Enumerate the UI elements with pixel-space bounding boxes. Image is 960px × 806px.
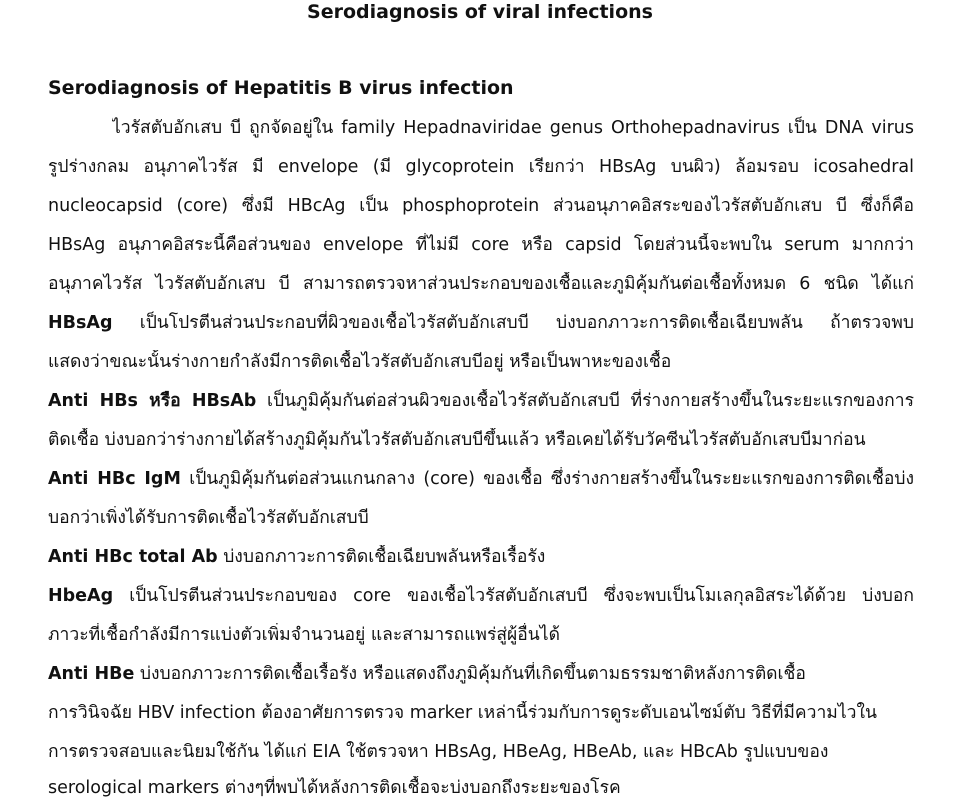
term-label: Anti HBc total Ab [48,547,218,567]
line-text: ภาวะที่เชื้อกำลังมีการแบ่งตัวเพิ่มจำนวนอยู่ และสามารถแพร่สู่ผู้อื่นได้ [48,625,560,645]
definition-line [48,584,914,608]
paragraph-line [48,740,914,764]
definition-line [48,545,914,569]
line-text: ไวรัสตับอักเสบ บี ถูกจัดอยู่ใน family Hepadnaviridae genus Orthohepadnavirus เป็น DNA virus [112,118,914,138]
term-label: Anti HBc IgM [48,469,181,489]
line-text: การตรวจสอบและนิยมใช้กัน ได้แก่ EIA ใช้ตรวจหา HBsAg, HBeAg, HBeAb, และ HBcAb รูปแบบของ [48,742,829,762]
line-text: nucleocapsid (core) ซึ่งมี HBcAg เป็น phosphoprotein ส่วนอนุภาคอิสระของไวรัสตับอักเสบ บี ซึ่งก็คือ [48,196,914,216]
definition-line [48,389,914,413]
paragraph-line [48,194,914,218]
document-title: Serodiagnosis of viral infections [307,1,653,23]
line-text: แสดงว่าขณะนั้นร่างกายกำลังมีการติดเชื้อไวรัสตับอักเสบบีอยู่ หรือเป็นพาหะของเชื้อ [48,352,672,372]
definition-line [48,662,914,686]
line-text: เป็นโปรตีนส่วนประกอบของ core ของเชื้อไวรัสตับอักเสบบี ซึ่งจะพบเป็นโมเลกุลอิสระได้ด้วย บ่งบอก [113,586,914,606]
line-text: เป็นภูมิคุ้มกันต่อส่วนผิวของเชื้อไวรัสตับอักเสบบี ที่ร่างกายสร้างขึ้นในระยะแรกของการ [256,391,914,411]
paragraph-line [48,272,914,296]
term-label: HBsAg [48,313,113,333]
paragraph-line [112,116,914,140]
line-text: HBsAg อนุภาคอิสระนี้คือส่วนของ envelope ที่ไม่มี core หรือ capsid โดยส่วนนี้จะพบใน serum มากกว่า [48,235,914,255]
paragraph-line [48,155,914,179]
paragraph-line [48,506,914,530]
paragraph-line [48,623,914,647]
paragraph-line [48,350,914,374]
line-text: เป็นโปรตีนส่วนประกอบที่ผิวของเชื้อไวรัสตับอักเสบบี บ่งบอกภาวะการติดเชื้อเฉียบพลัน ถ้าตรวจพบ [112,313,914,333]
line-text: บอกว่าเพิ่งได้รับการติดเชื้อไวรัสตับอักเสบบี [48,508,369,528]
section-title: Serodiagnosis of Hepatitis B virus infection [48,77,514,99]
definition-line [48,311,914,335]
line-text: รูปร่างกลม อนุภาคไวรัส มี envelope (มี glycoprotein เรียกว่า HBsAg บนผิว) ล้อมรอบ icosahedral [48,157,914,177]
term-label: Anti HBs หรือ HBsAb [48,391,257,411]
line-text: อนุภาคไวรัส ไวรัสตับอักเสบ บี สามารถตรวจหาส่วนประกอบของเชื้อและภูมิคุ้มกันต่อเชื้อทั้งหมด 6 ชนิด ได้แก่ [48,274,914,294]
line-text: การวินิจฉัย HBV infection ต้องอาศัยการตรวจ marker เหล่านี้ร่วมกับการดูระดับเอนไซม์ตับ วิธีที่มีความไวใน [48,703,877,723]
line-text: บ่งบอกภาวะการติดเชื้อเฉียบพลันหรือเรื้อรัง [217,547,546,567]
paragraph-line [48,701,914,725]
paragraph-line [48,428,914,452]
line-text: บ่งบอกภาวะการติดเชื้อเรื้อรัง หรือแสดงถึงภูมิคุ้มกันที่เกิดขึ้นตามธรรมชาติหลังการติดเชื้อ [134,664,806,684]
line-text: serological markers ต่างๆที่พบได้หลังการติดเชื้อจะบ่งบอกถึงระยะของโรค [48,778,621,798]
paragraph-line [48,233,914,257]
line-text: เป็นภูมิคุ้มกันต่อส่วนแกนกลาง (core) ของเชื้อ ซึ่งร่างกายสร้างขึ้นในระยะแรกของการติดเชื้อบ่ง [180,469,914,489]
term-label: Anti HBe [48,664,135,684]
paragraph-line [48,776,914,800]
line-text: ติดเชื้อ บ่งบอกว่าร่างกายได้สร้างภูมิคุ้มกันไวรัสตับอักเสบบีขึ้นแล้ว หรือเคยได้รับวัคซีนไวรัสตับอักเสบบีมาก่อน [48,430,866,450]
term-label: HbeAg [48,586,114,606]
definition-line [48,467,914,491]
